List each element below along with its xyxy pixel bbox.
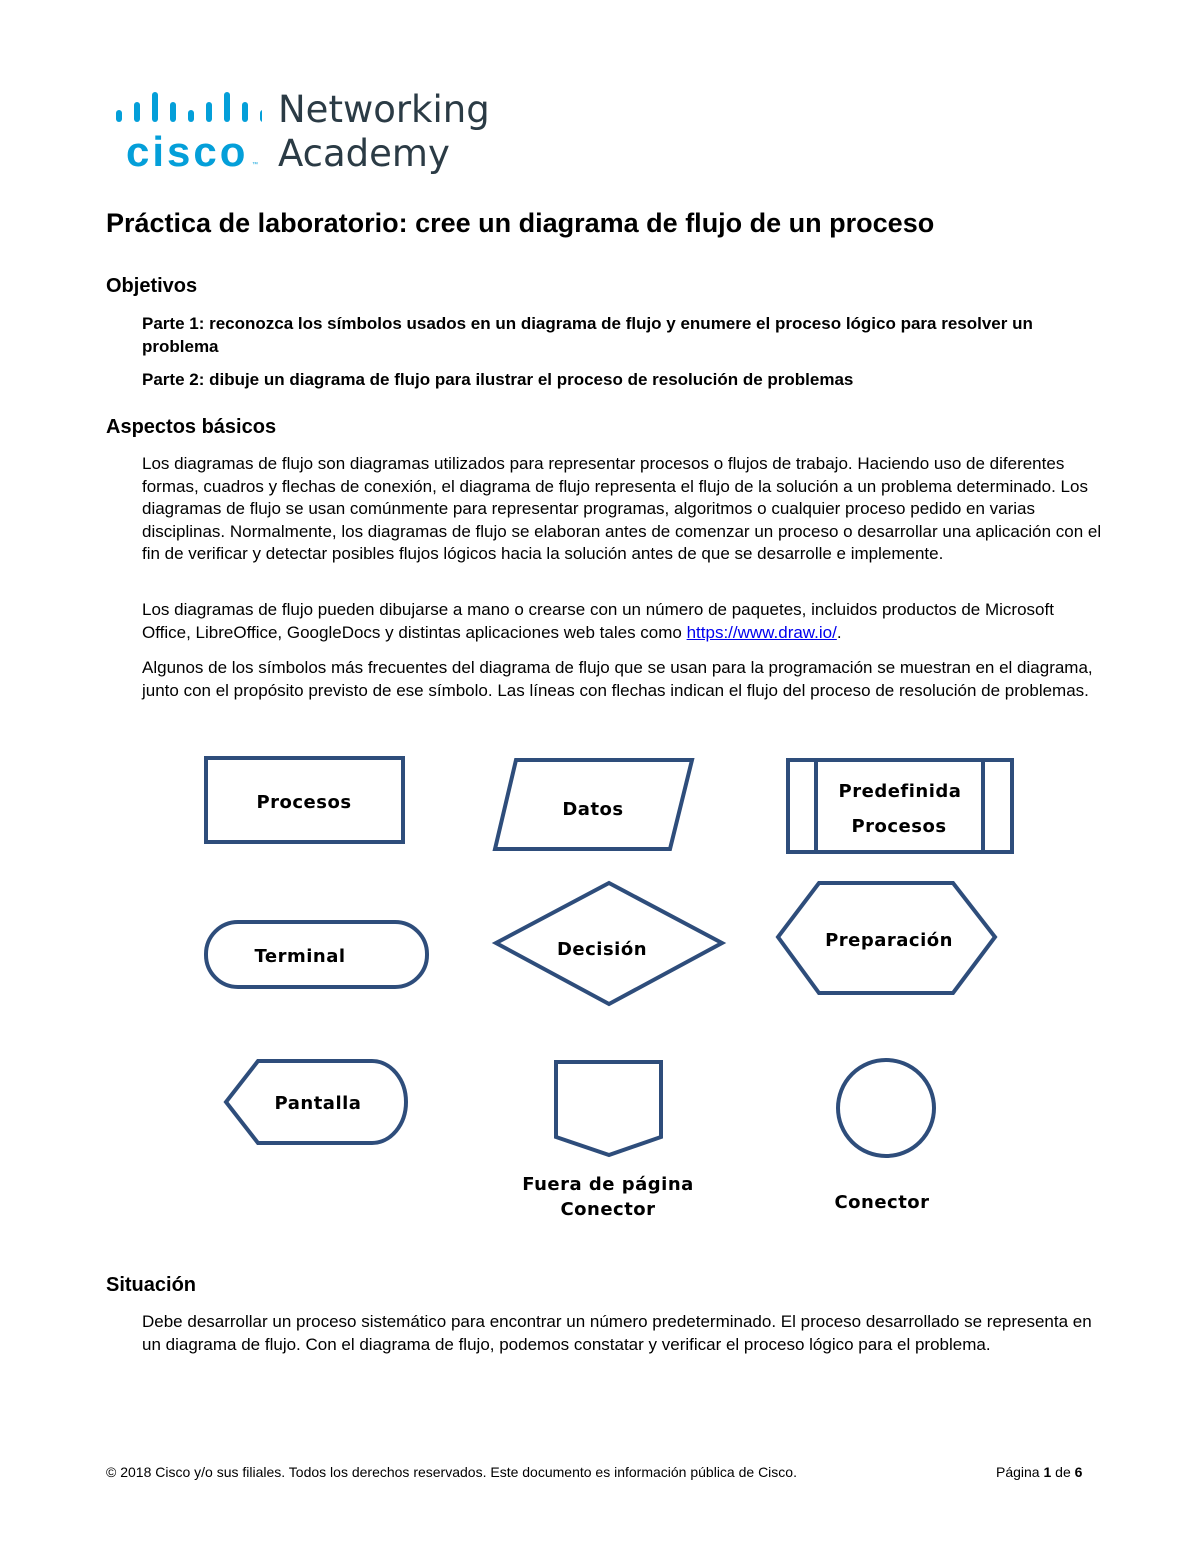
footer-copyright: © 2018 Cisco y/o sus filiales. Todos los derechos reservados. Este documento es información pública de Cisco. [106,1464,797,1480]
off-page-label-2: Conector [560,1199,656,1220]
cisco-bars-icon [112,90,262,130]
connector-symbol [838,1060,934,1156]
predefined-label-1: Predefinida [838,781,962,802]
page-number: Página 1 de 6 [996,1464,1083,1480]
terminal-label: Terminal [254,946,346,967]
scenario-heading: Situación [106,1274,197,1296]
drawio-link[interactable]: https://www.draw.io/ [686,622,837,642]
background-paragraph-2: Los diagramas de flujo pueden dibujarse a mano o crearse con un número de paquetes, incluidos productos de Microsoft Office, LibreOffice, GoogleDocs y distintas aplicaciones web tales como https://www.draw.io/. [142,600,1054,642]
decision-label: Decisión [556,939,648,960]
objective-part-1: Parte 1: reconozca los símbolos usados en un diagrama de flujo y enumere el proceso lógico para resolver un problema [142,314,1033,356]
display-label: Pantalla [274,1093,362,1114]
background-heading: Aspectos básicos [106,416,277,438]
cisco-networking-academy-logo: cisco ™ Networking Academy [112,86,512,186]
preparation-label: Preparación [825,930,953,951]
scenario-paragraph: Debe desarrollar un proceso sistemático para encontrar un número predeterminado. El proceso desarrollado se representa en un diagrama de flujo. Con el diagrama de flujo, podemos constatar y verificar el proceso lógico para el problema. [142,1312,1092,1354]
data-label: Datos [562,799,624,820]
objective-part-2: Parte 2: dibuje un diagrama de flujo para ilustrar el proceso de resolución de problemas [142,370,854,389]
predefined-label-2: Procesos [851,816,947,837]
logo-line-1: Networking [278,88,490,131]
off-page-connector-symbol [556,1062,661,1155]
objectives-heading: Objetivos [106,275,198,297]
off-page-label-1: Fuera de página [522,1174,694,1195]
flowchart-symbols-diagram [0,740,1200,1240]
process-label: Procesos [256,792,352,813]
background-paragraph-1: Los diagramas de flujo son diagramas utilizados para representar procesos o flujos de trabajo. Haciendo uso de diferentes formas, cuadros y flechas de conexión, el diagrama de flujo representa el flujo de la solución a un problema determinado. Los diagramas de flujo se usan comúnmente para representar programas, algoritmos o cualquier proceso pedido en varias disciplinas. Normalmente, los diagramas de flujo se elaboran antes de comenzar un proceso o desarrollar una aplicación con el fin de verificar y detectar posibles flujos lógicos hacia la solución antes de que se desarrolle e implemente. [142,454,1102,564]
logo-brand: cisco [126,128,249,175]
connector-label: Conector [834,1192,930,1213]
background-paragraph-3: Algunos de los símbolos más frecuentes del diagrama de flujo que se usan para la programación se muestran en el diagrama, junto con el propósito previsto de ese símbolo. Las líneas con flechas indican el flujo del proceso de resolución de problemas. [142,658,1093,700]
page-title: Práctica de laboratorio: cree un diagrama de flujo de un proceso [106,208,935,238]
predefined-process-symbol [788,760,1012,852]
logo-line-2: Academy [278,132,450,175]
